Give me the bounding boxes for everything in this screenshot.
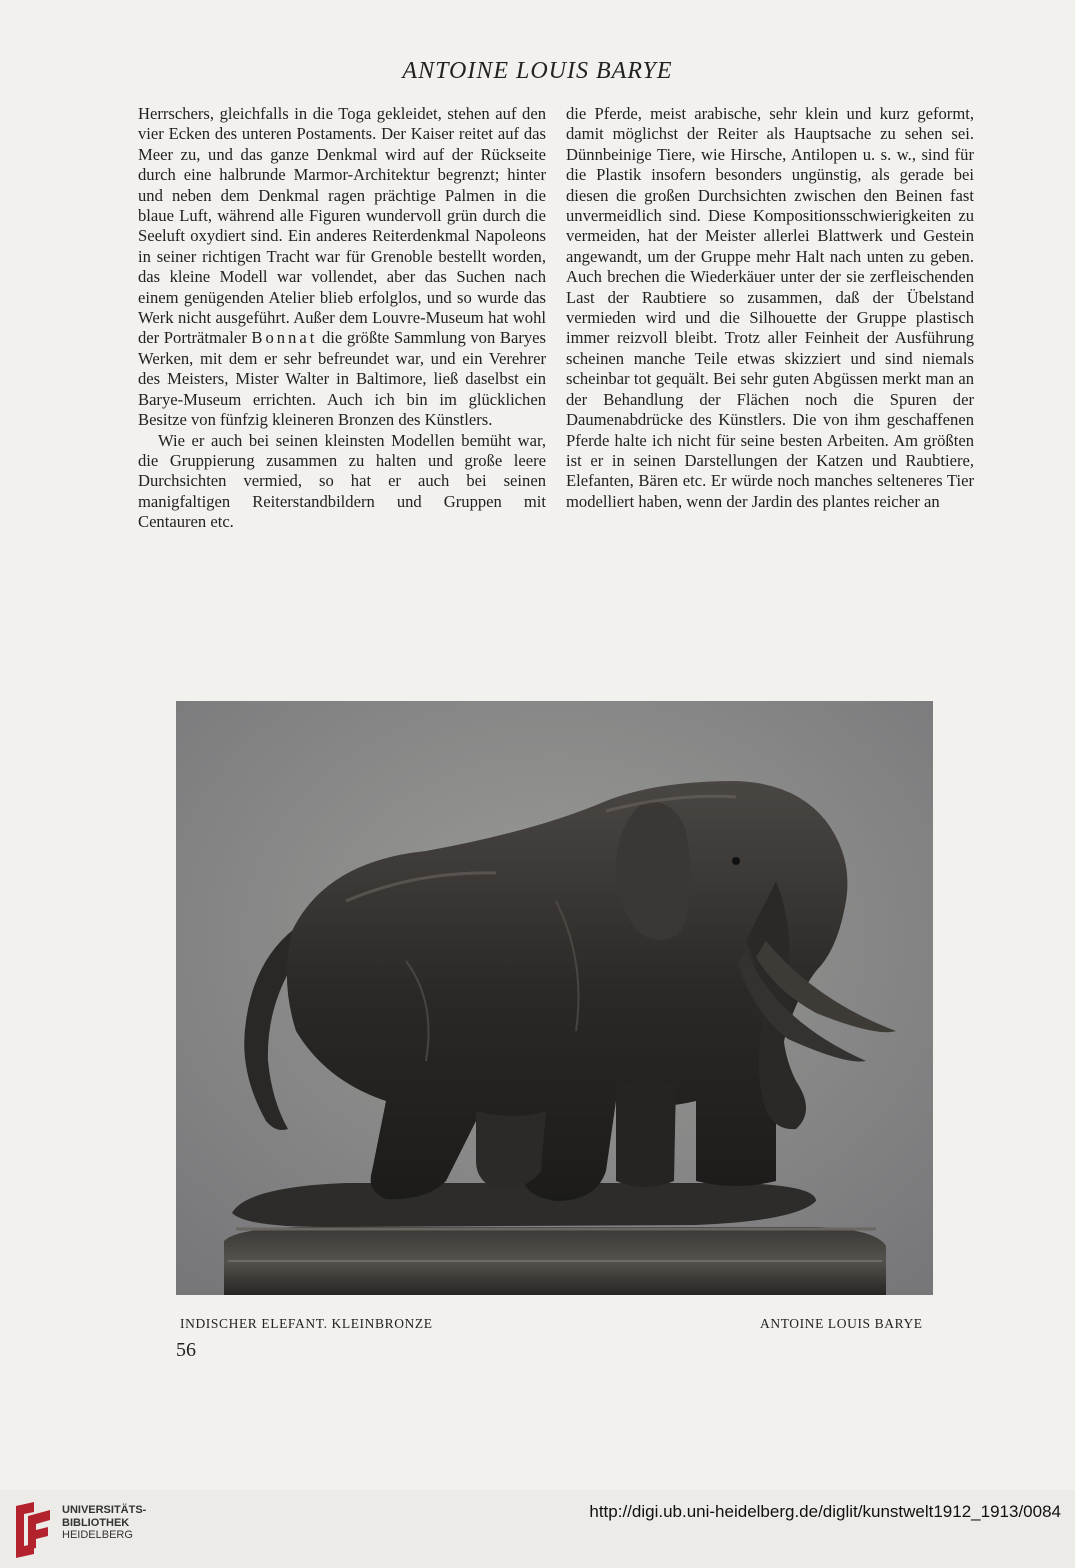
running-title: ANTOINE LOUIS BARYE bbox=[402, 58, 673, 84]
library-name-line-1: UNIVERSITÄTS- bbox=[62, 1504, 147, 1516]
left-paragraph-2: Wie er auch bei seinen kleinsten Modellen bemüht war, die Gruppierung zusammen zu halten und große leere Durchsichten vermied, so hat er auch bei seinen manigfaltigen Reiterstandbildern und Gruppen mit Centauren etc. bbox=[138, 430, 546, 532]
university-library-logo-icon bbox=[12, 1500, 54, 1558]
library-name-line-3: HEIDELBERG bbox=[62, 1529, 133, 1541]
elephant-sculpture-image bbox=[176, 701, 933, 1295]
left-paragraph-1-text: Herrschers, gleichfalls in die Toga gekleidet, stehen auf den vier Ecken des unteren Postaments. Der Kaiser reitet auf das Meer zu, und das ganze Denkmal wird auf der Rückseite durch eine halbrunde Marmor-Architektur begrenzt; hinter und neben dem Denkmal ragen prächtige Palmen in die blaue Luft, während alle Figuren wundervoll grün durch die Seeluft oxydiert sind. Ein anderes Reiterdenkmal Napoleons in seiner richtigen Tracht war für Grenoble bestellt worden, das kleine Modell war vollendet, aber das Suchen nach einem genügenden Atelier blieb erfolglos, und so wurde das Werk nicht ausgeführt. Außer dem Louvre-Museum hat wohl der Porträtmaler bbox=[138, 104, 546, 348]
elephant-photograph bbox=[176, 701, 933, 1295]
digitization-footer bbox=[0, 1490, 1075, 1568]
right-paragraph-1: die Pferde, meist arabische, sehr klein und kurz geformt, damit möglichst der Reiter als Hauptsache zu sehen sei. Dünnbeinige Tiere, wie Hirsche, Antilopen u. s. w., sind für die Plastik insofern besonders ungünstig, als gerade bei diesen die großen Durchsichten zwischen den Beinen fast unvermeidlich sind. Diese Kompositionsschwierigkeiten zu vermeiden, hat der Meister allerlei Blattwerk und Gestein angewandt, um der Gruppe mehr Halt nach unten zu geben. Auch brechen die Wiederkäuer unter der sie zerfleischenden Last der Raubtiere so zusammen, daß der Übelstand vermieden wird und die Silhouette der Gruppe plastisch immer reizvoll bleibt. Trotz aller Feinheit der Ausführung scheinen manche Teile etwas skizziert und sind niemals scheinbar tot gequält. Bei sehr guten Abgüssen merkt man an der Behandlung der Flächen noch die Spuren der Daumenabdrücke des Künstlers. Die von ihm geschaffenen Pferde halte ich nicht für seine besten Arbeiten. Am größten ist er in seinen Darstellungen der Katzen und Raubtiere, Elefanten, Bären etc. Er würde noch manches selteneres Tier modelliert haben, wenn der Jardin des plantes reicher an bbox=[566, 104, 974, 511]
left-text-column bbox=[138, 104, 546, 533]
right-text-column bbox=[566, 104, 974, 512]
library-name bbox=[62, 1504, 146, 1542]
library-name-line-2: BIBLIOTHEK bbox=[62, 1516, 130, 1529]
page-number: 56 bbox=[176, 1339, 196, 1361]
left-paragraph-1 bbox=[138, 104, 546, 431]
source-url-link[interactable]: http://digi.ub.uni-heidelberg.de/diglit/kunstwelt1912_1913/0084 bbox=[589, 1502, 1061, 1521]
name-bonnat: Bonnat bbox=[251, 328, 318, 348]
left-paragraph-1-rest: die größte Sammlung von Baryes Werken, mit dem er sehr befreundet war, und ein Verehrer des Meisters, Mister Walter in Baltimore, ließ daselbst ein Barye-Museum errichten. Auch ich bin im glücklichen Besitze von fünfzig kleineren Bronzen des Künstlers. bbox=[138, 328, 546, 430]
figure-caption-artist: ANTOINE LOUIS BARYE bbox=[760, 1316, 923, 1331]
figure-caption-title: INDISCHER ELEFANT. KLEINBRONZE bbox=[180, 1316, 433, 1331]
